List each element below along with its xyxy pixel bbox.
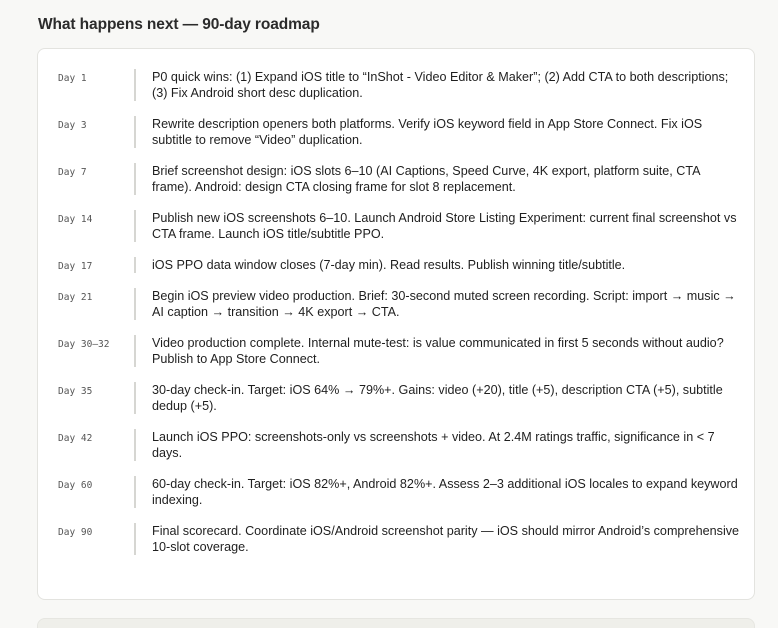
roadmap-text: Begin iOS preview video production. Brief: 30-second muted screen recording. Script: import → music → AI caption → transition → 4K export → CTA. <box>152 289 736 319</box>
roadmap-row <box>38 210 754 242</box>
roadmap-list <box>38 69 754 570</box>
roadmap-text: iOS PPO data window closes (7-day min). Read results. Publish winning title/subtitle. <box>152 258 626 272</box>
roadmap-day: Day 1 <box>58 73 87 84</box>
page-title: What happens next — 90-day roadmap <box>38 16 320 33</box>
timeline-bar <box>134 163 136 195</box>
roadmap-day: Day 90 <box>58 527 93 538</box>
roadmap-text: 30-day check-in. Target: iOS 64% → 79%+. Gains: video (+20), title (+5), description CTA (+5), subtitle dedup (+5). <box>152 383 723 413</box>
roadmap-row <box>38 163 754 195</box>
roadmap-day: Day 60 <box>58 480 93 491</box>
timeline-bar <box>134 288 136 320</box>
timeline-bar <box>134 335 136 367</box>
roadmap-text: P0 quick wins: (1) Expand iOS title to “InShot - Video Editor & Maker”; (2) Add CTA to both descriptions; (3) Fix Android short desc duplication. <box>152 70 729 100</box>
roadmap-day: Day 14 <box>58 214 93 225</box>
roadmap-row <box>38 476 754 508</box>
timeline-bar <box>134 210 136 242</box>
next-section-strip <box>37 618 755 628</box>
roadmap-day: Day 42 <box>58 433 93 444</box>
roadmap-text: Video production complete. Internal mute-test: is value communicated in first 5 seconds without audio? Publish to App Store Connect. <box>152 336 724 366</box>
roadmap-row <box>38 382 754 414</box>
roadmap-day: Day 35 <box>58 386 93 397</box>
roadmap-day: Day 30–32 <box>58 339 110 350</box>
roadmap-day: Day 3 <box>58 120 87 131</box>
roadmap-text: Brief screenshot design: iOS slots 6–10 (AI Captions, Speed Curve, 4K export, platform suite, CTA frame). Android: design CTA closing frame for slot 8 replacement. <box>152 164 700 194</box>
roadmap-text: Final scorecard. Coordinate iOS/Android screenshot parity — iOS should mirror Android’s comprehensive 10-slot coverage. <box>152 524 740 554</box>
timeline-bar <box>134 257 136 273</box>
timeline-bar <box>134 382 136 414</box>
roadmap-row <box>38 523 754 555</box>
timeline-bar <box>134 116 136 148</box>
roadmap-row <box>38 116 754 148</box>
timeline-bar <box>134 429 136 461</box>
roadmap-text: Rewrite description openers both platforms. Verify iOS keyword field in App Store Connect. Fix iOS subtitle to remove “Video” duplication. <box>152 117 703 147</box>
timeline-bar <box>134 476 136 508</box>
roadmap-row <box>38 69 754 101</box>
roadmap-text: Publish new iOS screenshots 6–10. Launch Android Store Listing Experiment: current final screenshot vs CTA frame. Launch iOS title/subtitle PPO. <box>152 211 737 241</box>
roadmap-row <box>38 335 754 367</box>
roadmap-card <box>37 48 755 600</box>
roadmap-row <box>38 257 754 273</box>
roadmap-text: Launch iOS PPO: screenshots-only vs screenshots + video. At 2.4M ratings traffic, significance in < 7 days. <box>152 430 715 460</box>
roadmap-day: Day 7 <box>58 167 87 178</box>
roadmap-row <box>38 429 754 461</box>
timeline-bar <box>134 523 136 555</box>
roadmap-day: Day 17 <box>58 261 93 272</box>
roadmap-row <box>38 288 754 320</box>
roadmap-day: Day 21 <box>58 292 93 303</box>
timeline-bar <box>134 69 136 101</box>
roadmap-text: 60-day check-in. Target: iOS 82%+, Android 82%+. Assess 2–3 additional iOS locales to expand keyword indexing. <box>152 477 738 507</box>
